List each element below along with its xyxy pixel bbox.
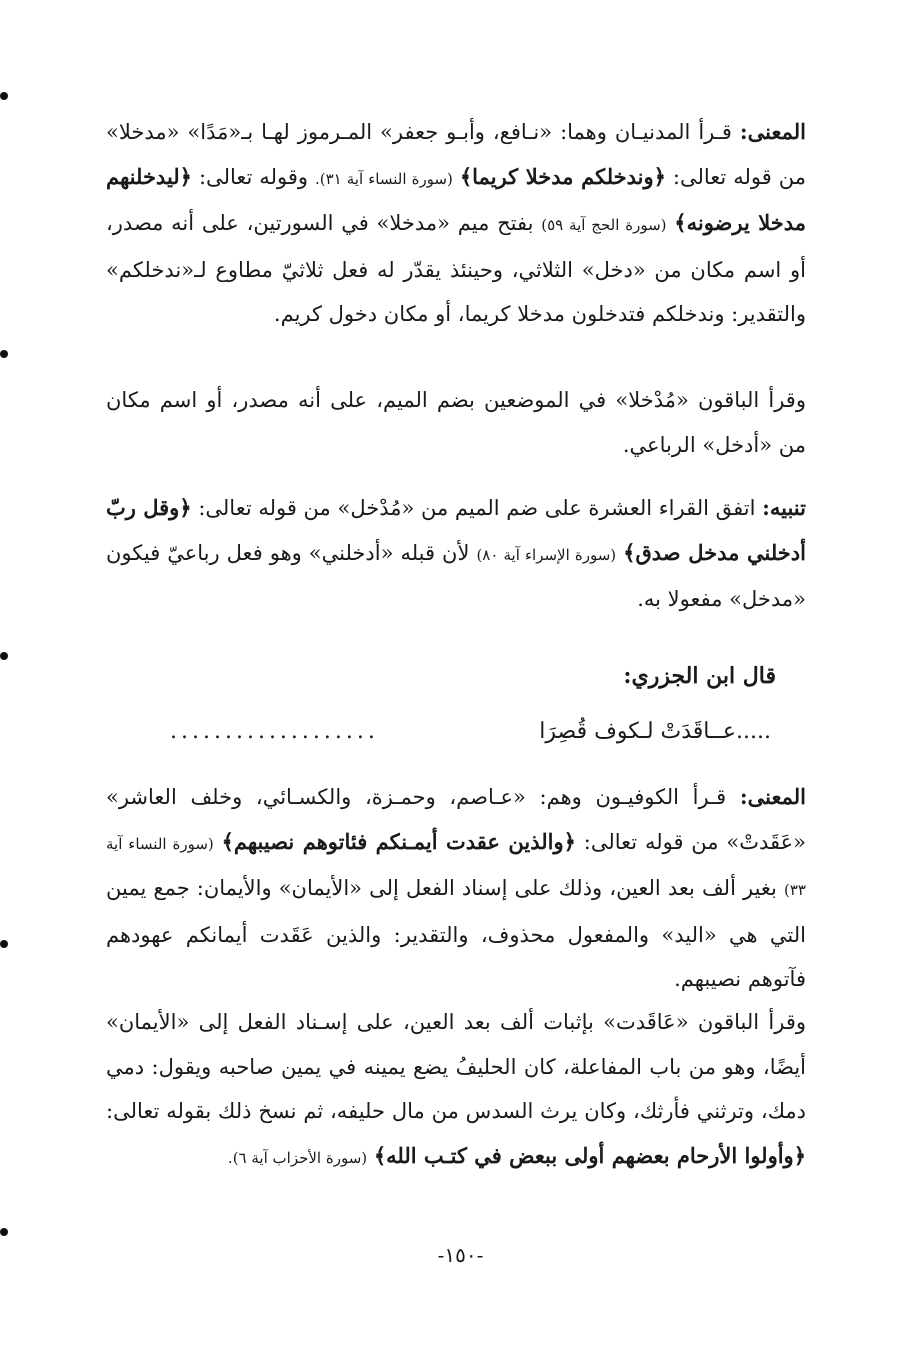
paragraph-meaning-2 (106, 775, 806, 1002)
verse-trail-dots: ................... (170, 719, 379, 744)
quran-quote: ﴿والذين عقدت أيمـنكم فئاتوهم نصيبهم﴾ (221, 828, 576, 854)
paragraph-others-2 (106, 1000, 806, 1180)
paragraph-text: قـرأ المدنيـان وهما: «نـافع، وأبـو جعفر» المـرموز لهـا بـ«مَدًا» «مدخلا» من قوله تعالى: (106, 120, 806, 189)
paragraph-text: قـرأ الكوفيـون وهم: «عـاصم، وحمـزة، والكسـائي، وخلف العاشر» «عَقَدتْ» من قوله تعالى: (106, 785, 806, 854)
paragraph-text: اتفق القراء العشرة على ضم الميم من «مُدْخل» من قوله تعالى: (198, 496, 756, 520)
binding-mark (0, 652, 8, 660)
paragraph-text: بفتح ميم «مدخلا» في السورتين، على أنه مصدر، أو اسم مكان من «دخل» الثلاثي، وحينئذ يقدّر له فعل ثلاثيّ مطاوع لـ«ندخلكم» والتقدير: وندخلكم فتدخلون مدخلا كريما، أو مكان دخول كريم. (106, 211, 806, 326)
binding-mark (0, 350, 8, 358)
page-number: -١٥٠- (437, 1243, 484, 1267)
surah-reference: (سورة النساء آية ٣٣) (106, 834, 806, 899)
surah-reference: (سورة الإسراء آية ٨٠) (476, 545, 617, 564)
quran-quote: ﴿وأولوا الأرحام بعضهم أولى ببعض في كتـب الله﴾ (373, 1142, 806, 1168)
paragraph-text: وقوله تعالى: (198, 164, 308, 189)
paragraph-text: بغير ألف بعد العين، وذلك على إسناد الفعل إلى «الأيمان» والأيمان: جمع يمين التي هي «اليد» والمفعول محذوف، والتقدير: والذين عَقَدت أيمانكم عهودهم فآتوهم نصيبهم. (106, 876, 806, 991)
paragraph-meaning-1 (106, 110, 806, 337)
paragraph-label: المعنى: (739, 784, 806, 809)
quran-quote: ﴿وقل ربّ أدخلني مدخل صدق﴾ (106, 495, 806, 565)
binding-mark (0, 92, 8, 100)
paragraph-text: وقرأ الباقون «عَاقَدت» بإثبات ألف بعد العين، على إسـناد الفعل إلى «الأيمان» أيضًا، وهو من باب المفاعلة، كان الحليفُ يضع يمينه في يمين صاحبه ويقول: دمي دمك، وترثني فأرثك، وكان يرث السدس من مال حليفه، ثم نسخ ذلك بقوله تعالى: (106, 1010, 806, 1123)
paragraph-note (106, 486, 806, 622)
binding-mark (0, 940, 8, 948)
paragraph-text: لأن قبله «أدخلني» وهو فعل رباعيّ فيكون «مدخل» مفعولا به. (106, 540, 806, 611)
verse-lead-dots: ..... (736, 719, 771, 744)
paragraph-others-1 (106, 378, 806, 467)
surah-reference: (سورة الأحزاب آية ٦). (227, 1148, 368, 1167)
section-heading: قال ابن الجزري: (623, 663, 776, 689)
paragraph-label: المعنى: (739, 119, 806, 144)
paragraph-label: تنبيه: (762, 495, 806, 520)
surah-reference: (سورة الحج آية ٥٩) (541, 216, 667, 234)
surah-reference: (سورة النساء آية ٣١). (314, 169, 453, 188)
verse-text: عــاقَدَتْ لـكوف قُصِرَا (539, 719, 737, 744)
verse-line (170, 712, 771, 752)
binding-mark (0, 1228, 8, 1236)
quran-quote: ﴿ليدخلنهم مدخلا يرضونه﴾ (106, 163, 806, 235)
paragraph-text: وقرأ الباقون «مُدْخلا» في الموضعين بضم الميم، على أنه مصدر، أو اسم مكان من «أدخل» الرباعي. (106, 388, 806, 457)
quran-quote: ﴿وندخلكم مدخلا كريما﴾ (459, 163, 666, 189)
